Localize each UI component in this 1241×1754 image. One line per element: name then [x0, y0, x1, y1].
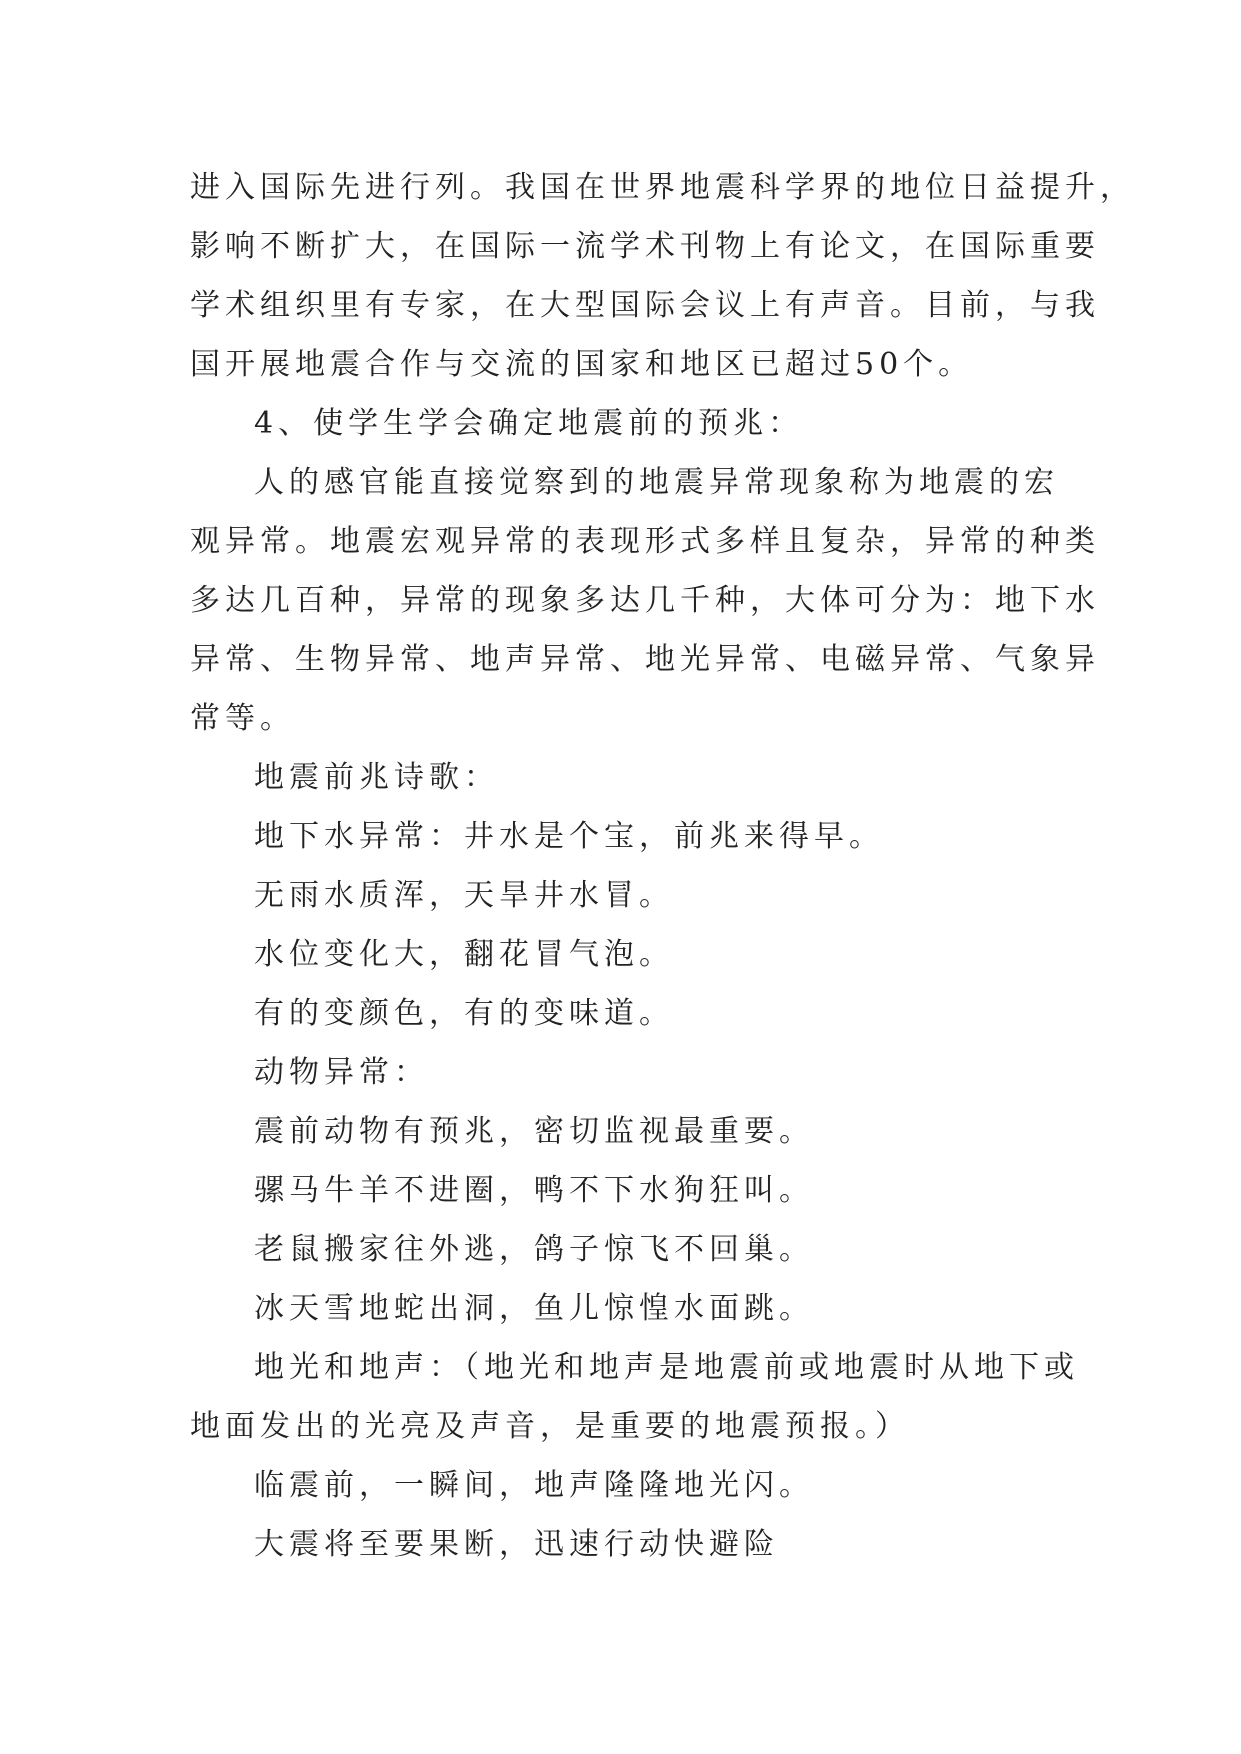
- text-line: 人的感官能直接觉察到的地震异常现象称为地震的宏: [254, 465, 1059, 500]
- text-line: 国开展地震合作与交流的国家和地区已超过50个。: [190, 347, 974, 382]
- text-line: 多达几百种，异常的现象多达几千种，大体可分为：地下水: [190, 583, 1100, 618]
- text-line: 老鼠搬家往外逃，鸽子惊飞不回巢。: [254, 1232, 814, 1267]
- text-line: 4、使学生学会确定地震前的预兆：: [254, 406, 804, 441]
- text-line: 异常、生物异常、地声异常、地光异常、电磁异常、气象异: [190, 642, 1100, 677]
- text-line: 临震前，一瞬间，地声隆隆地光闪。: [254, 1468, 814, 1503]
- text-line: 学术组织里有专家，在大型国际会议上有声音。目前，与我: [190, 288, 1100, 323]
- text-line: 骡马牛羊不进圈，鸭不下水狗狂叫。: [254, 1173, 814, 1208]
- document-body: [190, 158, 1135, 1574]
- text-line: 有的变颜色，有的变味道。: [254, 996, 674, 1031]
- text-line: 震前动物有预兆，密切监视最重要。: [254, 1114, 814, 1149]
- text-line: 动物异常：: [254, 1055, 429, 1090]
- text-line: 地下水异常：井水是个宝，前兆来得早。: [254, 819, 884, 854]
- text-line: 地震前兆诗歌：: [254, 760, 499, 795]
- text-line: 常等。: [190, 701, 295, 736]
- text-line: 水位变化大，翻花冒气泡。: [254, 937, 674, 972]
- text-line: 地面发出的光亮及声音，是重要的地震预报。）: [190, 1409, 910, 1444]
- text-line: 影响不断扩大，在国际一流学术刊物上有论文，在国际重要: [190, 229, 1100, 264]
- text-line: 观异常。地震宏观异常的表现形式多样且复杂，异常的种类: [190, 524, 1100, 559]
- text-line: 地光和地声：（地光和地声是地震前或地震时从地下或: [254, 1350, 1079, 1385]
- text-line: 大震将至要果断，迅速行动快避险: [254, 1527, 779, 1562]
- text-line: 冰天雪地蛇出洞，鱼儿惊惶水面跳。: [254, 1291, 814, 1326]
- text-line: 无雨水质浑，天旱井水冒。: [254, 878, 674, 913]
- text-line: 进入国际先进行列。我国在世界地震科学界的地位日益提升，: [190, 170, 1135, 205]
